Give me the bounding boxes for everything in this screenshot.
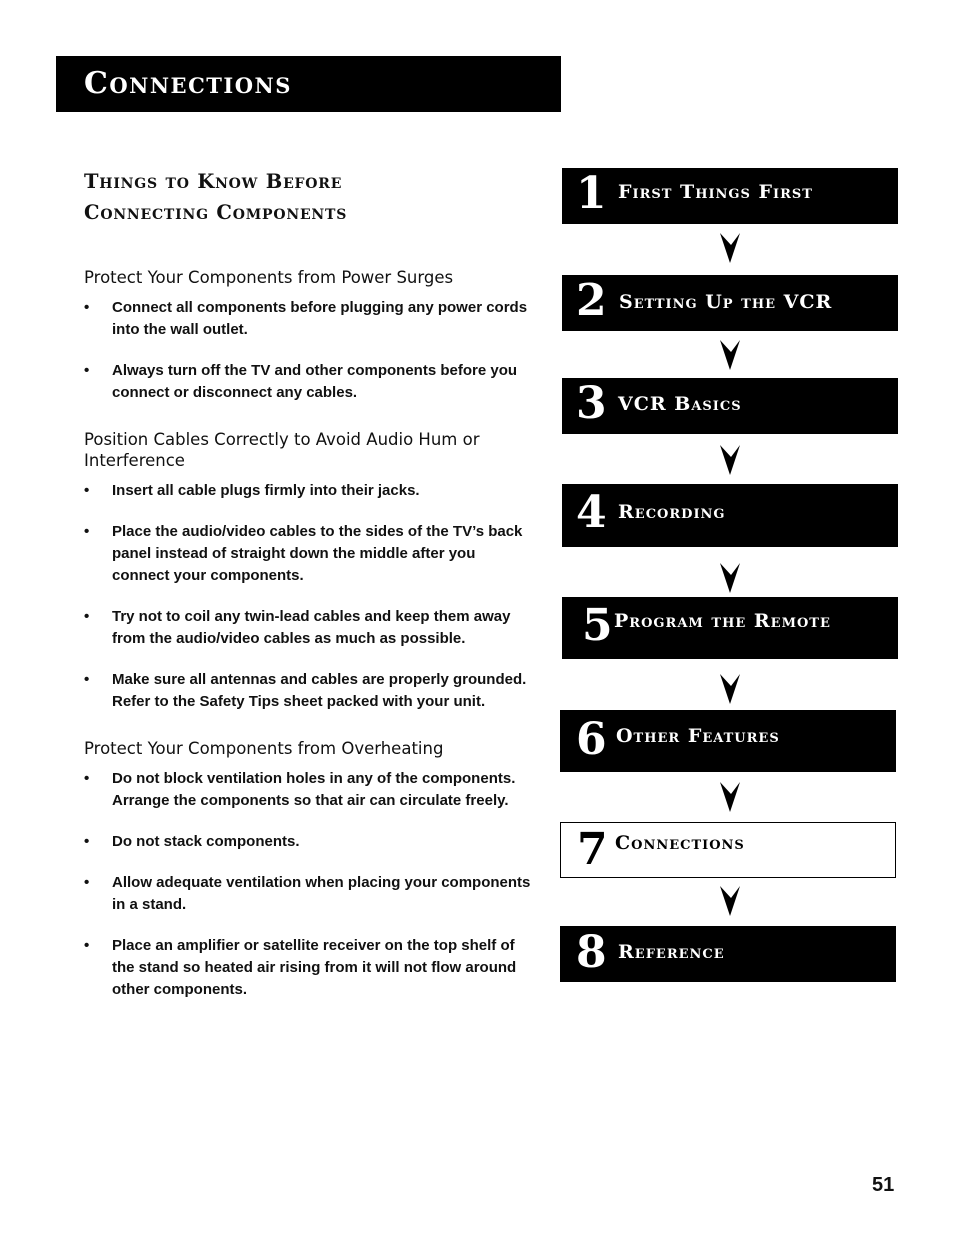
group-overheating bbox=[84, 738, 536, 1001]
list-item: • Do not stack components. bbox=[84, 831, 536, 853]
bullet-list bbox=[84, 768, 536, 1001]
step-number: 3 bbox=[576, 378, 607, 429]
step-number: 6 bbox=[576, 714, 607, 765]
step-label: First Things First bbox=[618, 181, 813, 203]
step-other-features[interactable] bbox=[560, 710, 896, 772]
list-item: • Do not block ventilation holes in any of the components. Arrange the components so that air can circulate freely. bbox=[84, 768, 536, 812]
list-item: • Always turn off the TV and other components before you connect or disconnect any cables. bbox=[84, 360, 536, 404]
list-item: • Allow adequate ventilation when placing your components in a stand. bbox=[84, 872, 536, 916]
step-reference[interactable] bbox=[560, 926, 896, 982]
section-heading-line2: Connecting Components bbox=[84, 201, 348, 224]
down-arrow-icon bbox=[719, 780, 741, 814]
section-heading-line1: Things to Know Before bbox=[84, 170, 343, 193]
step-label: Program the Remote bbox=[614, 610, 831, 632]
page-title: Connections bbox=[84, 66, 292, 101]
down-arrow-icon bbox=[719, 338, 741, 372]
bullet-list bbox=[84, 297, 536, 404]
step-recording[interactable] bbox=[562, 484, 898, 547]
down-arrow-icon bbox=[719, 884, 741, 918]
step-number: 7 bbox=[577, 824, 608, 875]
step-label: VCR Basics bbox=[618, 393, 742, 415]
subheading: Position Cables Correctly to Avoid Audio Hum or Interference bbox=[84, 430, 480, 470]
step-first-things-first[interactable] bbox=[562, 168, 898, 224]
header-bar bbox=[56, 56, 561, 112]
section-heading bbox=[84, 166, 536, 228]
step-label: Connections bbox=[615, 832, 745, 854]
list-item: • Insert all cable plugs firmly into their jacks. bbox=[84, 480, 536, 502]
group-power-surges bbox=[84, 267, 536, 404]
page-number: 51 bbox=[872, 1174, 895, 1196]
step-label: Reference bbox=[618, 941, 725, 963]
down-arrow-icon bbox=[719, 672, 741, 706]
down-arrow-icon bbox=[719, 443, 741, 477]
step-number: 4 bbox=[576, 487, 607, 538]
list-item: • Connect all components before plugging any power cords into the wall outlet. bbox=[84, 297, 536, 341]
list-item: • Try not to coil any twin-lead cables and keep them away from the audio/video cables as much as possible. bbox=[84, 606, 536, 650]
down-arrow-icon bbox=[719, 561, 741, 595]
step-program-remote[interactable] bbox=[562, 597, 898, 659]
bullet-list bbox=[84, 480, 536, 713]
step-setting-up-vcr[interactable] bbox=[562, 275, 898, 331]
step-label: Recording bbox=[618, 501, 726, 523]
list-item: • Place an amplifier or satellite receiver on the top shelf of the stand so heated air rising from it will not flow around other components. bbox=[84, 935, 536, 1001]
main-content bbox=[84, 166, 536, 1026]
step-vcr-basics[interactable] bbox=[562, 378, 898, 434]
subheading: Protect Your Components from Power Surges bbox=[84, 268, 454, 287]
step-label: Other Features bbox=[616, 725, 780, 747]
list-item: • Make sure all antennas and cables are properly grounded. Refer to the Safety Tips sheet packed with your unit. bbox=[84, 669, 536, 713]
step-label: Setting Up the VCR bbox=[619, 291, 833, 313]
step-number: 5 bbox=[582, 600, 613, 651]
list-item: • Place the audio/video cables to the sides of the TV’s back panel instead of straight down the middle after you connect your components. bbox=[84, 521, 536, 587]
group-cable-position bbox=[84, 429, 536, 713]
step-number: 1 bbox=[576, 168, 607, 219]
down-arrow-icon bbox=[719, 231, 741, 265]
step-number: 8 bbox=[576, 927, 607, 978]
subheading: Protect Your Components from Overheating bbox=[84, 739, 444, 758]
step-connections-current[interactable] bbox=[560, 822, 896, 878]
step-number: 2 bbox=[576, 275, 607, 326]
